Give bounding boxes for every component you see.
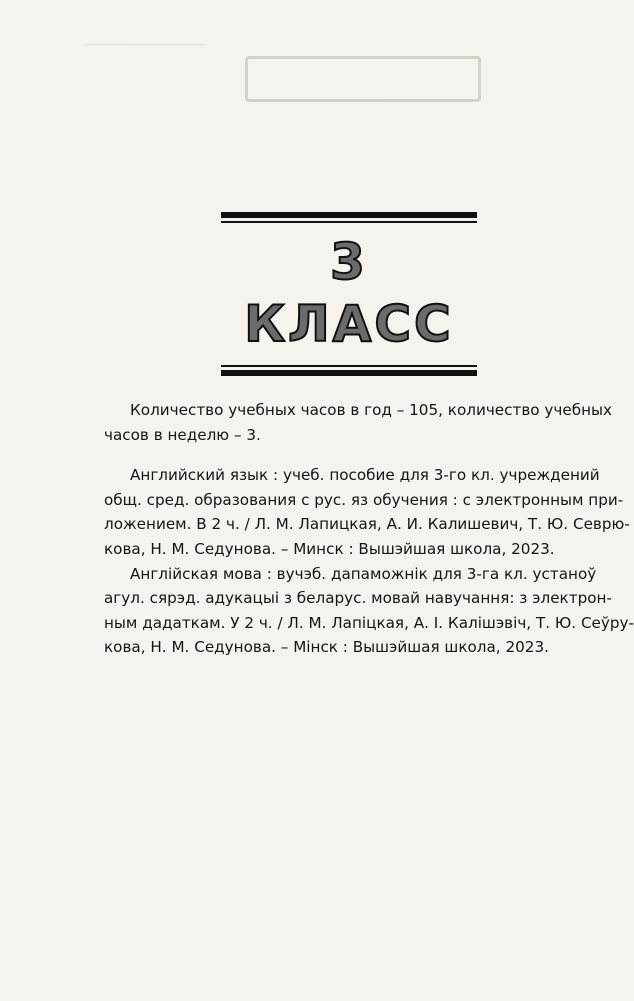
text-line: агул. сярэд. адукацыі з беларус. мовай навучання: з электрон-: [104, 589, 612, 608]
text-line: ным дадаткам. У 2 ч. / Л. М. Лапіцкая, А. І. Калішэвіч, Т. Ю. Сеўру-: [104, 613, 634, 632]
text-line: часов в неделю – 3.: [104, 425, 261, 444]
paragraph-belarusian-textbook: [104, 562, 634, 660]
text-line: общ. сред. образования с рус. яз обучения : с электронным при-: [104, 490, 624, 509]
class-title: 3 КЛАСС: [244, 233, 454, 353]
heading-bottom-thick-rule: [221, 370, 477, 376]
main-text: [104, 398, 634, 660]
paragraph-hours: [104, 398, 612, 447]
paragraph-russian-textbook: [104, 463, 630, 561]
class-heading: [221, 212, 477, 376]
text-line: Англійская мова : вучэб. дапаможнік для 3-га кл. устаноў: [130, 564, 597, 583]
text-line: Количество учебных часов в год – 105, количество учебных: [130, 401, 612, 419]
heading-top-thin-rule: [221, 221, 477, 223]
heading-top-thick-rule: [221, 212, 477, 218]
text-line: кова, Н. М. Седунова. – Мінск : Вышэйшая школа, 2023.: [104, 638, 549, 657]
heading-bottom-thin-rule: [221, 365, 477, 367]
text-line: ложением. В 2 ч. / Л. М. Лапицкая, А. И. Калишевич, Т. Ю. Севрю-: [104, 515, 630, 534]
text-line: кова, Н. М. Седунова. – Минск : Вышэйшая школа, 2023.: [104, 539, 555, 558]
text-line: Английский язык : учеб. пособие для 3-го кл. учреждений: [130, 466, 600, 485]
